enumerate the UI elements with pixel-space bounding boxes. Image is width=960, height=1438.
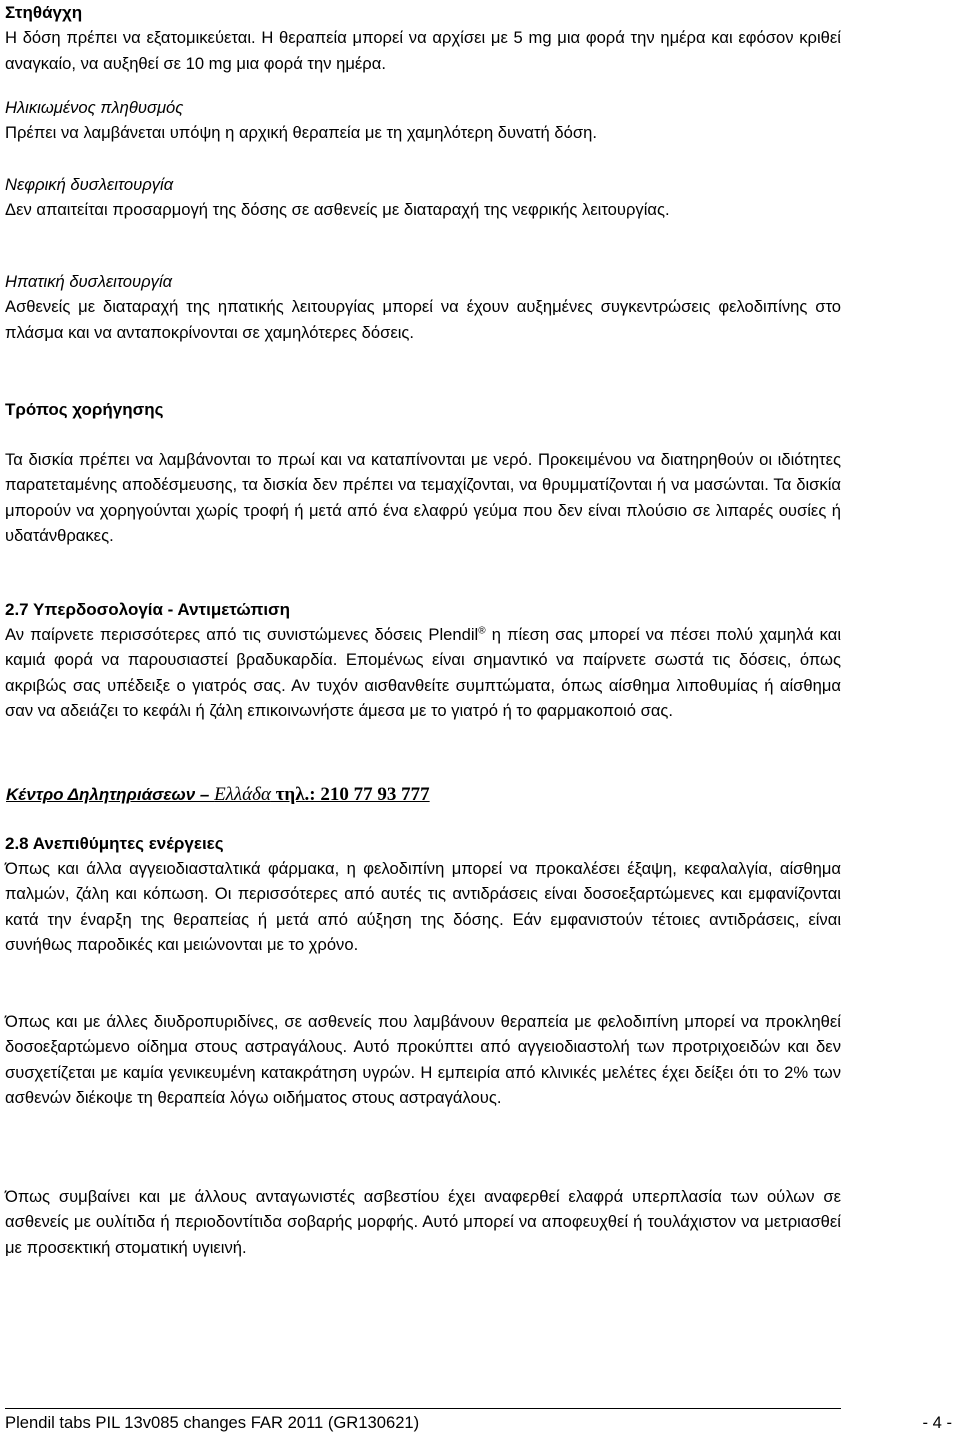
poison-center-label: Κέντρο Δηλητηριάσεων – (6, 785, 215, 804)
administration-heading: Τρόπος χορήγησης (5, 400, 164, 419)
maintenance-section (5, 0, 841, 76)
registered-mark: ® (478, 625, 486, 637)
hepatic-heading: Ηπατική δυσλειτουργία (5, 272, 173, 291)
elderly-text: Πρέπει να λαμβάνεται υπόψη η αρχική θεραπεία με τη χαμηλότερη δυνατή δόση. (5, 123, 597, 143)
elderly-heading: Ηλικιωμένος πληθυσμός (5, 98, 184, 117)
administration-text: Τα δισκία πρέπει να λαμβάνονται το πρωί και να καταπίνονται με νερό. Προκειμένου να διατηρηθούν οι ιδιότητες παρατεταμένης αποδέσμευσης, τα δισκία δεν πρέπει να τεμαχίζονται, να θρυμματίζονται ή να μασώνται. Τα δισκία μπορούν να χορηγούνται χωρίς τροφή ή μετά από ένα ελαφρύ γεύμα που δεν είναι πλούσιο σε λιπαρές ουσίες ή υδατάνθρακες. (5, 450, 841, 545)
maintenance-heading: Στηθάγχη (5, 3, 83, 22)
maintenance-text: Η δόση πρέπει να εξατομικεύεται. Η θεραπεία μπορεί να αρχίσει με 5 mg μια φορά την ημέρα και εφόσον κριθεί αναγκαίο, να αυξηθεί σε 10 mg μια φορά την ημέρα. (5, 28, 841, 73)
renal-section (5, 172, 841, 223)
overdose-text (5, 622, 841, 723)
renal-heading: Νεφρική δυσλειτουργία (5, 175, 174, 194)
footer-page-number: - 4 - (922, 1413, 952, 1432)
renal-text: Δεν απαιτείται προσαρμογή της δόσης σε ασθενείς με διαταραχή της νεφρικής λειτουργίας. (5, 200, 670, 220)
side-effects-paragraph-1: Όπως και άλλα αγγειοδιασταλτικά φάρμακα, η φελοδιπίνη μπορεί να προκαλέσει έξαψη, κεφαλαλγία, αίσθημα παλμών, ζάλη και κόπωση. Οι περισσότερες από αυτές τις αντιδράσεις είναι δοσοεξαρτώμενες και εμφανίζονται κατά την έναρξη της θεραπείας ή μετά από αύξηση της δόσης. Εάν εμφανιστούν τέτοιες αντιδράσεις, είναι συνήθως παροδικές και μειώνονται με το χρόνο. (5, 859, 841, 954)
hepatic-text: Ασθενείς με διαταραχή της ηπατικής λειτουργίας μπορεί να έχουν αυξημένες συγκεντρώσεις φελοδιπίνης στο πλάσμα και να ανταποκρίνονται σε χαμηλότερες δόσεις. (5, 297, 841, 342)
poison-center-country: Ελλάδα (214, 784, 271, 805)
side-effects-paragraph-2: Όπως και με άλλες διυδροπυριδίνες, σε ασθενείς που λαμβάνουν θεραπεία με φελοδιπίνη μπορεί να προκληθεί δοσοεξαρτώμενο οίδημα στους αστραγάλους. Αυτό προκύπτει από αγγειοδιαστολή των προτριχοειδών και δεν συσχετίζεται με καμία γενικευμένη κατακράτηση υγρών. Η εμπειρία από κλινικές μελέτες έχει δείξει ότι το 2% των ασθενών διέκοψε τη θεραπεία λόγω οιδήματος στους αστραγάλους. (5, 1012, 841, 1107)
hepatic-section (5, 269, 841, 345)
footer-document-id: Plendil tabs PIL 13v085 changes FAR 2011 (GR130621) (5, 1413, 420, 1432)
overdose-text-end: η πίεση σας μπορεί να πέσει πολύ χαμηλά και καμιά φορά να παρουσιαστεί βραδυκαρδία. Επομένως είναι σημαντικό να παίρνετε σωστά τις δόσεις, όπως ακριβώς σας υπέδειξε ο γιατρός σας. Αν τυχόν αισθανθείτε συμπτώματα, όπως αίσθημα λιποθυμίας ή αίσθημα σαν να αδειάζει το κεφάλι ή ζάλη επικοινωνήστε άμεσα με το γιατρό ή το φαρμακοποιό σας. (5, 625, 842, 720)
poison-center-phone: τηλ.: 210 77 93 777 (270, 784, 430, 805)
elderly-section (5, 95, 841, 146)
overdose-heading: 2.7 Υπερδοσολογία - Αντιμετώπιση (5, 600, 291, 619)
overdose-text-start: Αν παίρνετε περισσότερες από τις συνιστώμενες δόσεις Plendil (5, 625, 479, 644)
footer-divider (5, 1408, 841, 1409)
side-effects-heading: 2.8 Ανεπιθύμητες ενέργειες (5, 834, 224, 853)
side-effects-paragraph-3: Όπως συμβαίνει και με άλλους ανταγωνιστές ασβεστίου έχει αναφερθεί ελαφρά υπερπλασία των ούλων σε ασθενείς με ουλίτιδα ή περιοδοντίτιδα σοβαρής μορφής. Αυτό μπορεί να αποφευχθεί ή τουλάχιστον να μετριασθεί με προσεκτική στοματική υγιεινή. (5, 1187, 841, 1257)
poison-center-hotline (6, 782, 430, 808)
